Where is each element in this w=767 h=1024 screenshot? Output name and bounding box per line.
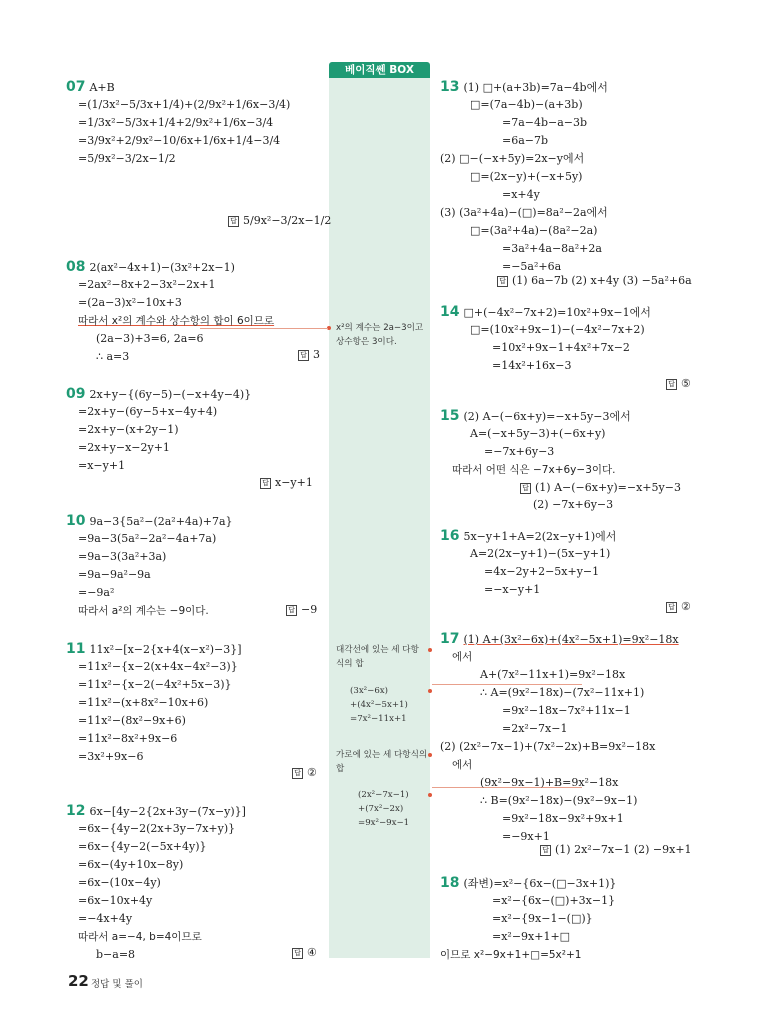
box-note-row	[336, 748, 427, 776]
solution-line: =x²−9x+1+□	[492, 930, 571, 943]
problem-number: 09	[66, 386, 86, 402]
basic-box-title: 베이직쎈 BOX	[329, 62, 430, 78]
answer-mark-icon: 답	[666, 602, 677, 613]
answer-11	[292, 766, 317, 779]
answer-mark-icon: 답	[292, 948, 303, 959]
problem-number: 16	[440, 528, 460, 544]
problem-number: 14	[440, 304, 460, 320]
solution-line: 따라서 a²의 계수는 −9이다.	[78, 605, 209, 617]
answer-mark-icon: 답	[286, 605, 297, 616]
problem-18	[440, 874, 616, 964]
solution-line: □=(3a²+4a)−(8a²−2a)	[470, 224, 598, 237]
box-note-line: =7x²−11x+1	[350, 714, 407, 724]
solution-line: □=(10x²+9x−1)−(−4x²−7x+2)	[470, 323, 645, 336]
box-note-line: +(4x²−5x+1)	[350, 700, 408, 710]
problem-10	[66, 512, 233, 620]
problem-number: 12	[66, 803, 86, 819]
leader-dot	[428, 648, 432, 652]
solution-line: □=(7a−4b)−(a+3b)	[470, 98, 583, 111]
answer-text: ②	[307, 766, 317, 779]
leader-dot	[428, 753, 432, 757]
solution-line: (2a−3)+3=6, 2a=6	[96, 332, 204, 345]
box-note-line: x²의 계수는 2a−3이고	[336, 323, 424, 333]
solution-line: =6x−{4y−2(−5x+4y)}	[78, 840, 207, 853]
solution-line: A=2(2x−y+1)−(5x−y+1)	[470, 547, 611, 560]
solution-line: 2x+y−{(6y−5)−(−x+4y−4)}	[89, 388, 252, 401]
solution-line: (좌변)=x²−{6x−(□−3x+1)}	[463, 877, 617, 890]
solution-line: =11x²−8x²+9x−6	[78, 732, 178, 745]
box-note-line: (3x²−6x)	[350, 686, 388, 696]
problem-number: 15	[440, 408, 460, 424]
problem-15	[440, 407, 631, 479]
solution-line: =2x+y−(6y−5+x−4y+4)	[78, 405, 218, 418]
box-note-diagonal	[336, 643, 419, 671]
problem-number: 10	[66, 513, 86, 529]
solution-line: =9a−3(3a²+3a)	[78, 550, 167, 563]
solution-line: =7a−4b−a−3b	[502, 116, 588, 129]
answer-text: −9	[301, 603, 318, 616]
solution-line: =−x−y+1	[484, 583, 541, 596]
answer-mark-icon: 답	[540, 845, 551, 856]
answer-text: 5/9x²−3/2x−1/2	[243, 214, 332, 227]
problem-number: 11	[66, 641, 86, 657]
answer-07	[228, 214, 331, 227]
answer-09	[260, 476, 313, 489]
answer-text: ⑤	[681, 377, 691, 390]
solution-line: 에서	[452, 759, 473, 771]
solution-line: (2) □−(−x+5y)=2x−y에서	[440, 152, 585, 165]
box-note-line: 가로에 있는 세 다항식의	[336, 750, 428, 760]
solution-line: =6x−{4y−2(2x+3y−7x+y)}	[78, 822, 236, 835]
solution-line: 따라서 어떤 식은 −7x+6y−3이다.	[452, 464, 616, 476]
solution-line: b−a=8	[96, 948, 136, 961]
solution-line: =2ax²−8x+2−3x²−2x+1	[78, 278, 216, 291]
solution-line: =11x²−{x−2(x+4x−4x²−3)}	[78, 660, 238, 673]
problem-number: 13	[440, 79, 460, 95]
solution-line: 2(ax²−4x+1)−(3x²+2x−1)	[89, 261, 235, 274]
answer-text: (1) 6a−7b (2) x+4y (3) −5a²+6a	[512, 274, 692, 287]
solution-line: =1/3x²−5/3x+1/4+2/9x²+1/6x−3/4	[78, 116, 274, 129]
problem-17	[440, 630, 679, 846]
solution-line: (3) (3a²+4a)−(□)=8a²−2a에서	[440, 206, 608, 219]
solution-line: =11x²−{x−2(−4x²+5x−3)}	[78, 678, 232, 691]
solution-line: =3x²+9x−6	[78, 750, 144, 763]
answer-mark-icon: 답	[260, 478, 271, 489]
solution-line: =2x+y−(x+2y−1)	[78, 423, 179, 436]
solution-line: =6x−10x+4y	[78, 894, 153, 907]
solution-line: 5x−y+1+A=2(2x−y+1)에서	[463, 530, 617, 543]
solution-line: □+(−4x²−7x+2)=10x²+9x−1에서	[463, 306, 651, 319]
solution-line: =6x−(10x−4y)	[78, 876, 161, 889]
solution-line: A+B	[89, 81, 115, 94]
solution-line: ∴ a=3	[96, 350, 130, 363]
solution-line: ∴ B=(9x²−18x)−(9x²−9x−1)	[480, 794, 638, 807]
solution-line: A+(7x²−11x+1)=9x²−18x	[480, 668, 626, 681]
answer-text: (2) −7x+6y−3	[533, 498, 614, 511]
answer-text: 3	[313, 348, 320, 361]
answer-text: (1) 2x²−7x−1 (2) −9x+1	[555, 843, 692, 856]
box-note-line: 대각선에 있는 세 다항	[336, 645, 419, 655]
answer-17	[540, 843, 692, 856]
answer-mark-icon: 답	[298, 350, 309, 361]
problem-09	[66, 385, 251, 475]
solution-line: 따라서 x²의 계수와 상수항의 합이 6이므로	[78, 315, 275, 327]
solution-line: 에서	[452, 651, 473, 663]
answer-text: x−y+1	[275, 476, 313, 489]
box-note-coefficient	[336, 321, 423, 349]
solution-line: ∴ A=(9x²−18x)−(7x²−11x+1)	[480, 686, 645, 699]
problem-number: 17	[440, 631, 460, 647]
answer-16	[666, 600, 691, 613]
solution-line: =2x²−7x−1	[502, 722, 568, 735]
solution-line: =x+4y	[502, 188, 540, 201]
solution-line: =5/9x²−3/2x−1/2	[78, 152, 176, 165]
solution-line: =9x²−18x−9x²+9x+1	[502, 812, 624, 825]
answer-08	[298, 348, 320, 361]
solution-line: =−4x+4y	[78, 912, 133, 925]
answer-text: ④	[307, 946, 317, 959]
leader-dot	[428, 689, 432, 693]
answer-mark-icon: 답	[497, 276, 508, 287]
solution-line: =9a−9a²−9a	[78, 568, 151, 581]
solution-line: 9a−3{5a²−(2a²+4a)+7a}	[89, 515, 233, 528]
problem-11	[66, 640, 242, 766]
problem-14	[440, 303, 651, 375]
solution-line: =−5a²+6a	[502, 260, 562, 273]
solution-line: =x²−{9x−1−(□)}	[492, 912, 593, 925]
solution-line: =2x+y−x−2y+1	[78, 441, 170, 454]
solution-line: =−7x+6y−3	[484, 445, 555, 458]
solution-line: =x−y+1	[78, 459, 126, 472]
solution-line: =−9a²	[78, 586, 115, 599]
problem-08	[66, 258, 274, 366]
problem-number: 08	[66, 259, 86, 275]
solution-line: =9a−3(5a²−2a²−4a+7a)	[78, 532, 217, 545]
solution-line: =3a²+4a−8a²+2a	[502, 242, 602, 255]
box-note-diagonal-sum	[350, 684, 408, 726]
answer-12	[292, 946, 317, 959]
solution-line: =x²−{6x−(□)+3x−1}	[492, 894, 616, 907]
solution-line: 6x−[4y−2{2x+3y−(7x−y)}]	[89, 805, 246, 818]
box-note-row-sum	[358, 788, 409, 830]
solution-line: (1) A+(3x²−6x)+(4x²−5x+1)=9x²−18x	[463, 633, 679, 646]
answer-text: (1) A−(−6x+y)=−x+5y−3	[535, 481, 681, 494]
problem-number: 18	[440, 875, 460, 891]
solution-line: A=(−x+5y−3)+(−6x+y)	[470, 427, 606, 440]
answer-text: ②	[681, 600, 691, 613]
box-note-line: (2x²−7x−1)	[358, 790, 409, 800]
page-number: 22	[68, 972, 89, 990]
answer-mark-icon: 답	[292, 768, 303, 779]
problem-number: 07	[66, 79, 86, 95]
problem-13	[440, 78, 608, 276]
problem-07	[66, 78, 290, 168]
answer-15-2	[533, 498, 613, 511]
problem-16	[440, 527, 616, 599]
solution-line: =(1/3x²−5/3x+1/4)+(2/9x²+1/6x−3/4)	[78, 98, 291, 111]
box-note-line: 합	[336, 764, 345, 774]
solution-line: =−9x+1	[502, 830, 550, 843]
solution-line: =3/9x²+2/9x²−10/6x+1/6x+1/4−3/4	[78, 134, 281, 147]
solution-line: =14x²+16x−3	[492, 359, 572, 372]
answer-13	[497, 274, 692, 287]
box-note-line: =9x²−9x−1	[358, 818, 410, 828]
solution-line: □=(2x−y)+(−x+5y)	[470, 170, 583, 183]
solution-line: (2) (2x²−7x−1)+(7x²−2x)+B=9x²−18x	[440, 740, 656, 753]
answer-14	[666, 377, 691, 390]
answer-10	[286, 603, 317, 616]
footer-label: 정답 및 풀이	[91, 979, 143, 990]
solution-line: =11x²−(x+8x²−10x+6)	[78, 696, 209, 709]
problem-12	[66, 802, 246, 964]
solution-line: =6x−(4y+10x−8y)	[78, 858, 184, 871]
leader-dot	[428, 793, 432, 797]
solution-line: =11x²−(8x²−9x+6)	[78, 714, 186, 727]
solution-line: 이므로 x²−9x+1+□=5x²+1	[440, 949, 582, 961]
solution-line: =6a−7b	[502, 134, 549, 147]
answer-mark-icon: 답	[228, 216, 239, 227]
answer-15-1	[520, 481, 681, 494]
solution-line: =10x²+9x−1+4x²+7x−2	[492, 341, 630, 354]
answer-mark-icon: 답	[666, 379, 677, 390]
box-note-line: 상수항은 3이다.	[336, 337, 397, 347]
box-note-line: +(7x²−2x)	[358, 804, 404, 814]
answer-mark-icon: 답	[520, 483, 531, 494]
solution-line: 따라서 a=−4, b=4이므로	[78, 931, 202, 943]
solution-line: =4x−2y+2−5x+y−1	[484, 565, 600, 578]
solution-line: =(2a−3)x²−10x+3	[78, 296, 182, 309]
solution-line: (9x²−9x−1)+B=9x²−18x	[480, 776, 619, 789]
solution-line: 11x²−[x−2{x+4(x−x²)−3}]	[89, 643, 242, 656]
solution-line: (1) □+(a+3b)=7a−4b에서	[463, 81, 608, 94]
solution-line: =9x²−18x−7x²+11x−1	[502, 704, 631, 717]
solution-line: (2) A−(−6x+y)=−x+5y−3에서	[463, 410, 631, 423]
box-note-line: 식의 합	[336, 659, 364, 669]
